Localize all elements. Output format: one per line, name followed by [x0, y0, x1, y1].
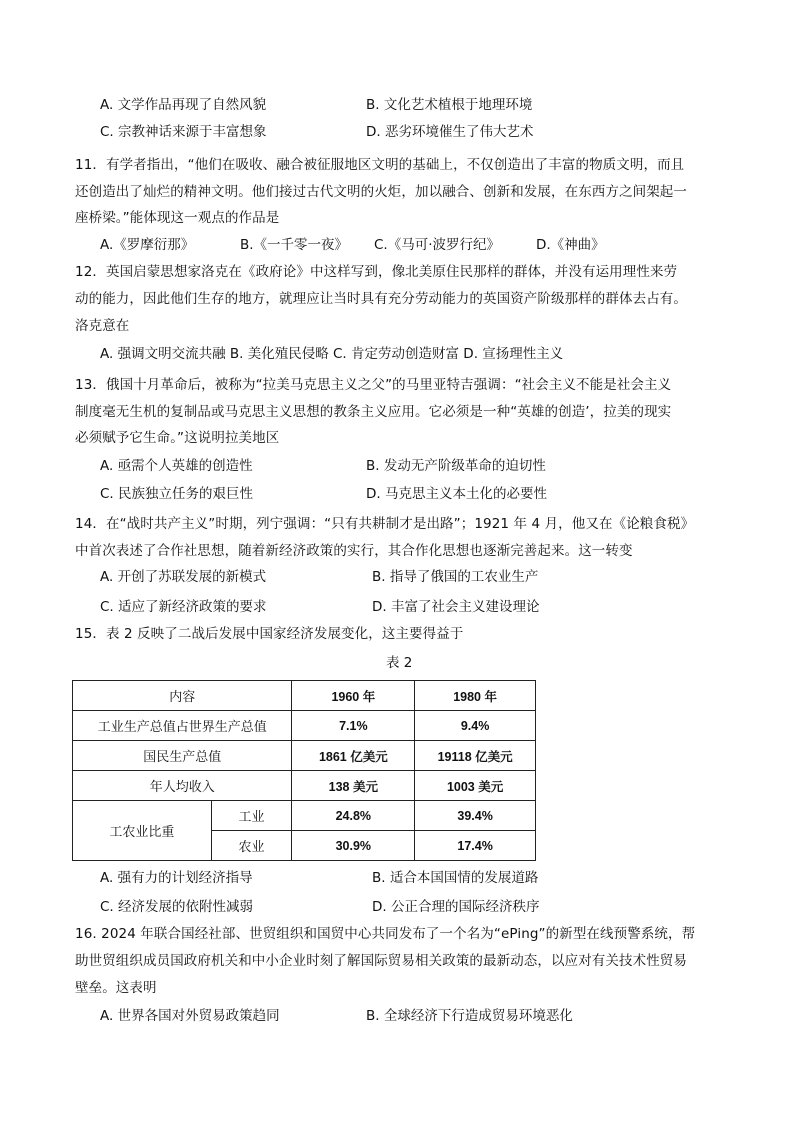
q15-option-d: D. 公正合理的国际经济秩序: [372, 899, 540, 915]
value-1980: 19118 亿美元: [415, 741, 536, 771]
table-header-row: [73, 681, 536, 711]
q11-option-c: C.《马可·波罗行纪》: [374, 237, 501, 253]
q15-stem: 15．表 2 反映了二战后发展中国家经济发展变化，这主要得益于: [75, 626, 464, 642]
q13-stem-line-3: 必须赋予它生命。”这说明拉美地区: [75, 430, 280, 446]
header-1980: 1980 年: [415, 681, 536, 711]
table-row: [73, 771, 536, 801]
q11-stem-line-2: 还创造出了灿烂的精神文明。他们接过古代文明的火炬，加以融合、创新和发展，在东西方之间架起一: [75, 184, 687, 200]
header-content: 内容: [73, 681, 292, 711]
q15-option-c: C. 经济发展的依附性减弱: [100, 899, 254, 915]
q12-stem-line-3: 洛克意在: [75, 318, 130, 334]
q11-option-b: B.《一千零一夜》: [240, 237, 349, 253]
value-1980: 9.4%: [415, 711, 536, 741]
q12-stem-line-2: 动的能力，因此他们生存的地方，就理应让当时具有充分劳动能力的英国资产阶级那样的群体去占有。: [75, 291, 687, 307]
q16-option-b: B. 全球经济下行造成贸易环境恶化: [366, 1008, 573, 1024]
table-row: [73, 801, 536, 831]
economic-data-table: [72, 680, 536, 861]
table-row: [73, 741, 536, 771]
row-label: 年人均收入: [73, 771, 292, 801]
value-1960: 1861 亿美元: [292, 741, 415, 771]
value-1980: 17.4%: [415, 831, 536, 861]
table-caption: 表 2: [386, 655, 413, 671]
row-label: 工业: [211, 801, 292, 831]
q16-option-a: A. 世界各国对外贸易政策趋同: [100, 1008, 280, 1024]
q13-stem-line-1: 13．俄国十月革命后，被称为“拉美马克思主义之父”的马里亚特吉强调：“社会主义不能是社会主义: [75, 377, 672, 393]
q13-stem-line-2: 制度毫无生机的复制品或马克思主义思想的教条主义应用。它必须是一种“英雄的创造’，拉美的现实: [75, 404, 672, 420]
q11-option-a: A.《罗摩衍那》: [100, 237, 195, 253]
q13-option-c: C. 民族独立任务的艰巨性: [100, 486, 254, 502]
row-label: 农业: [211, 831, 292, 861]
q14-option-c: C. 适应了新经济政策的要求: [100, 599, 267, 615]
q12-options: A. 强调文明交流共融 B. 美化殖民侵略 C. 肯定劳动创造财富 D. 宣扬理性主义: [100, 346, 564, 362]
q16-stem-line-1: 16. 2024 年联合国经社部、世贸组织和国贸中心共同发布了一个名为“ePing”的新型在线预警系统，帮: [75, 926, 696, 942]
q16-stem-line-2: 助世贸组织成员国政府机关和中小企业时刻了解国际贸易相关政策的最新动态，以应对有关技术性贸易: [75, 953, 687, 969]
value-1960: 7.1%: [292, 711, 415, 741]
q10-option-b: B. 文化艺术植根于地理环境: [366, 97, 533, 113]
header-1960: 1960 年: [292, 681, 415, 711]
q13-option-d: D. 马克思主义本土化的必要性: [366, 486, 547, 502]
value-1960: 24.8%: [292, 801, 415, 831]
value-1960: 30.9%: [292, 831, 415, 861]
row-label: 工业生产总值占世界生产总值: [73, 711, 292, 741]
q11-option-d: D.《神曲》: [536, 237, 605, 253]
table-row: [73, 711, 536, 741]
value-1980: 1003 美元: [415, 771, 536, 801]
q13-option-b: B. 发动无产阶级革命的迫切性: [366, 458, 546, 474]
q14-option-d: D. 丰富了社会主义建设理论: [372, 599, 540, 615]
q14-stem-line-2: 中首次表述了合作社思想，随着新经济政策的实行，其合作化思想也逐渐完善起来。这一转变: [75, 543, 633, 559]
q12-stem-line-1: 12．英国启蒙思想家洛克在《政府论》中这样写到，像北美原住民那样的群体，并没有运用理性来劳: [75, 264, 678, 280]
q11-stem-line-1: 11．有学者指出，“他们在吸收、融合被征服地区文明的基础上，不仅创造出了丰富的物质文明，而且: [75, 157, 685, 173]
q10-option-c: C. 宗教神话来源于丰富想象: [100, 124, 267, 140]
q14-option-b: B. 指导了俄国的工农业生产: [372, 569, 539, 585]
q14-option-a: A. 开创了苏联发展的新模式: [100, 569, 267, 585]
q10-option-d: D. 恶劣环境催生了伟大艺术: [366, 124, 534, 140]
row-label: 国民生产总值: [73, 741, 292, 771]
q11-stem-line-3: 座桥梁。”能体现这一观点的作品是: [75, 210, 280, 226]
group-label: 工农业比重: [73, 801, 212, 861]
q16-stem-line-3: 壁垒。这表明: [75, 980, 157, 996]
value-1960: 138 美元: [292, 771, 415, 801]
q10-option-a: A. 文学作品再现了自然风貌: [100, 97, 267, 113]
q14-stem-line-1: 14．在“战时共产主义”时期，列宁强调：“只有共耕制才是出路”；1921 年 4 月，他又在《论粮食税》: [75, 516, 695, 532]
q15-option-b: B. 适合本国国情的发展道路: [372, 870, 539, 886]
value-1980: 39.4%: [415, 801, 536, 831]
q13-option-a: A. 亟需个人英雄的创造性: [100, 458, 253, 474]
q15-option-a: A. 强有力的计划经济指导: [100, 870, 253, 886]
